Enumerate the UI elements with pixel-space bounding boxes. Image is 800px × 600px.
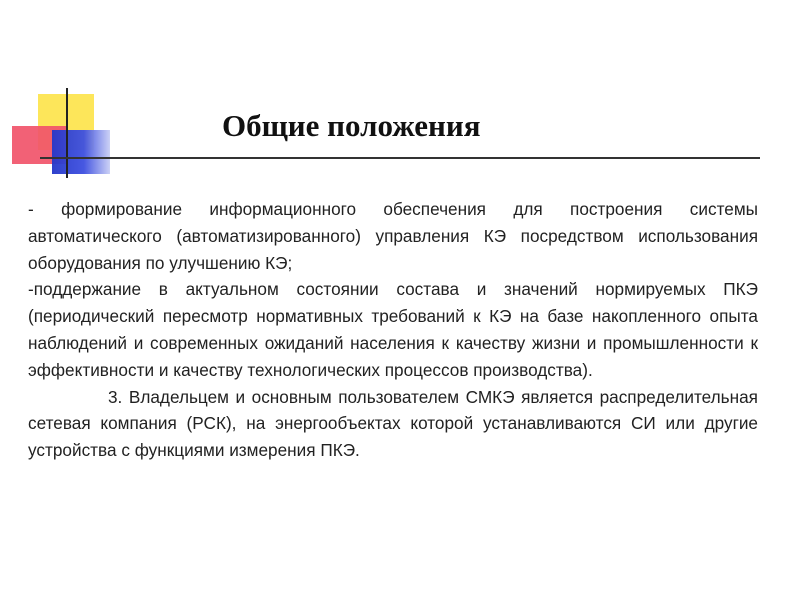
paragraph-item-2: -поддержание в актуальном состоянии состава и значений нормируемых ПКЭ (периодический пересмотр нормативных требований к КЭ на базе накопленного опыта наблюдений и современных ожиданий населения к качеству жизни и промышленности к эффективности и качеству технологических процессов производства). xyxy=(28,279,758,380)
decorative-squares-logo xyxy=(0,0,160,190)
vertical-rule xyxy=(66,88,68,178)
paragraph-item-3: 3. Владельцем и основным пользователем СМКЭ является распределительная сетевая компания (РСК), на энергообъектах которой устанавливаются СИ или другие устройства с функциями измерения ПКЭ. xyxy=(28,386,758,461)
blue-square xyxy=(52,130,110,174)
slide-body xyxy=(28,196,758,464)
paragraph-item-1: - формирование информационного обеспечения для построения системы автоматического (автоматизированного) управления КЭ посредством использования оборудования по улучшению КЭ; xyxy=(28,199,758,273)
slide-title: Общие положения xyxy=(222,108,481,143)
title-underline xyxy=(40,157,760,159)
